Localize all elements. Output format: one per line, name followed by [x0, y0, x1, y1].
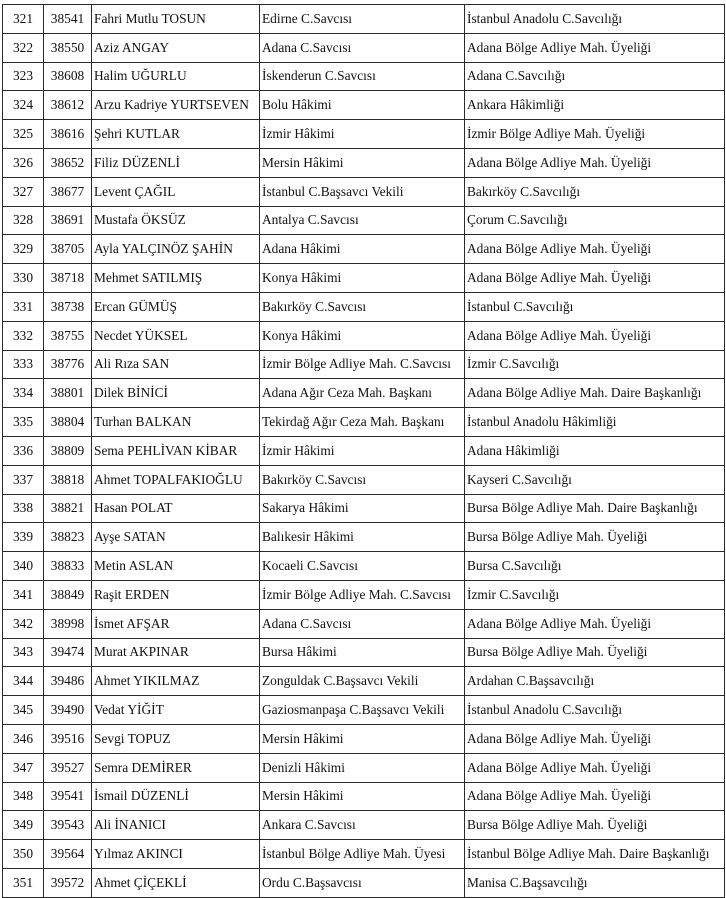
current-post-cell: İzmir Bölge Adliye Mah. C.Savcısı — [260, 580, 465, 609]
new-post-cell: Bursa Bölge Adliye Mah. Üyeliği — [465, 523, 725, 552]
row-number-cell: 343 — [3, 638, 44, 667]
current-post-cell: Gaziosmanpaşa C.Başsavcı Vekili — [260, 696, 465, 725]
table-row — [3, 91, 725, 120]
person-name-cell: Mustafa ÖKSÜZ — [92, 206, 260, 235]
current-post-cell: Kocaeli C.Savcısı — [260, 552, 465, 581]
table-row — [3, 350, 725, 379]
table-row — [3, 62, 725, 91]
current-post-cell: Sakarya Hâkimi — [260, 494, 465, 523]
person-name-cell: Ali İNANICI — [92, 811, 260, 840]
person-name-cell: Levent ÇAĞIL — [92, 177, 260, 206]
new-post-cell: Adana Bölge Adliye Mah. Üyeliği — [465, 609, 725, 638]
table-row — [3, 292, 725, 321]
person-name-cell: Vedat YİĞİT — [92, 696, 260, 725]
row-number-cell: 338 — [3, 494, 44, 523]
current-post-cell: İzmir Bölge Adliye Mah. C.Savcısı — [260, 350, 465, 379]
person-name-cell: Murat AKPINAR — [92, 638, 260, 667]
registry-number-cell: 39572 — [44, 868, 92, 897]
row-number-cell: 328 — [3, 206, 44, 235]
current-post-cell: Zonguldak C.Başsavcı Vekili — [260, 667, 465, 696]
table-row — [3, 811, 725, 840]
person-name-cell: Halim UĞURLU — [92, 62, 260, 91]
new-post-cell: Çorum C.Savcılığı — [465, 206, 725, 235]
registry-number-cell: 38550 — [44, 33, 92, 62]
table-row — [3, 638, 725, 667]
person-name-cell: Şehri KUTLAR — [92, 120, 260, 149]
registry-number-cell: 39541 — [44, 782, 92, 811]
row-number-cell: 347 — [3, 753, 44, 782]
registry-number-cell: 38612 — [44, 91, 92, 120]
new-post-cell: İzmir C.Savcılığı — [465, 350, 725, 379]
new-post-cell: Adana Bölge Adliye Mah. Üyeliği — [465, 264, 725, 293]
registry-number-cell: 38833 — [44, 552, 92, 581]
row-number-cell: 321 — [3, 5, 44, 34]
new-post-cell: Manisa C.Başsavcılığı — [465, 868, 725, 897]
new-post-cell: Bursa Bölge Adliye Mah. Daire Başkanlığı — [465, 494, 725, 523]
new-post-cell: Adana Bölge Adliye Mah. Üyeliği — [465, 321, 725, 350]
row-number-cell: 323 — [3, 62, 44, 91]
person-name-cell: Semra DEMİRER — [92, 753, 260, 782]
person-name-cell: Ahmet ÇİÇEKLİ — [92, 868, 260, 897]
row-number-cell: 345 — [3, 696, 44, 725]
table-row — [3, 782, 725, 811]
row-number-cell: 330 — [3, 264, 44, 293]
current-post-cell: Bursa Hâkimi — [260, 638, 465, 667]
registry-number-cell: 38691 — [44, 206, 92, 235]
row-number-cell: 325 — [3, 120, 44, 149]
new-post-cell: İzmir Bölge Adliye Mah. Üyeliği — [465, 120, 725, 149]
person-name-cell: Necdet YÜKSEL — [92, 321, 260, 350]
new-post-cell: Adana Hâkimliği — [465, 436, 725, 465]
registry-number-cell: 38755 — [44, 321, 92, 350]
row-number-cell: 331 — [3, 292, 44, 321]
registry-number-cell: 38776 — [44, 350, 92, 379]
current-post-cell: Mersin Hâkimi — [260, 782, 465, 811]
registry-number-cell: 39486 — [44, 667, 92, 696]
row-number-cell: 337 — [3, 465, 44, 494]
current-post-cell: Konya Hâkimi — [260, 264, 465, 293]
current-post-cell: İstanbul Bölge Adliye Mah. Üyesi — [260, 840, 465, 869]
current-post-cell: Denizli Hâkimi — [260, 753, 465, 782]
person-name-cell: Ahmet TOPALFAKIOĞLU — [92, 465, 260, 494]
new-post-cell: Kayseri C.Savcılığı — [465, 465, 725, 494]
table-row — [3, 148, 725, 177]
row-number-cell: 349 — [3, 811, 44, 840]
current-post-cell: Adana Ağır Ceza Mah. Başkanı — [260, 379, 465, 408]
new-post-cell: Adana Bölge Adliye Mah. Üyeliği — [465, 782, 725, 811]
registry-number-cell: 38821 — [44, 494, 92, 523]
new-post-cell: İstanbul Anadolu C.Savcılığı — [465, 5, 725, 34]
person-name-cell: Ahmet YIKILMAZ — [92, 667, 260, 696]
registry-number-cell: 38652 — [44, 148, 92, 177]
row-number-cell: 333 — [3, 350, 44, 379]
row-number-cell: 324 — [3, 91, 44, 120]
row-number-cell: 326 — [3, 148, 44, 177]
table-row — [3, 580, 725, 609]
registry-number-cell: 38705 — [44, 235, 92, 264]
row-number-cell: 336 — [3, 436, 44, 465]
person-name-cell: Ayla YALÇINÖZ ŞAHİN — [92, 235, 260, 264]
new-post-cell: Bursa Bölge Adliye Mah. Üyeliği — [465, 811, 725, 840]
registry-number-cell: 38998 — [44, 609, 92, 638]
current-post-cell: Konya Hâkimi — [260, 321, 465, 350]
current-post-cell: İskenderun C.Savcısı — [260, 62, 465, 91]
current-post-cell: Balıkesir Hâkimi — [260, 523, 465, 552]
table-row — [3, 5, 725, 34]
current-post-cell: Adana Hâkimi — [260, 235, 465, 264]
person-name-cell: Mehmet SATILMIŞ — [92, 264, 260, 293]
new-post-cell: Adana Bölge Adliye Mah. Üyeliği — [465, 148, 725, 177]
appointments-table — [2, 4, 725, 898]
row-number-cell: 339 — [3, 523, 44, 552]
current-post-cell: Adana C.Savcısı — [260, 33, 465, 62]
table-row — [3, 667, 725, 696]
person-name-cell: Ayşe SATAN — [92, 523, 260, 552]
row-number-cell: 350 — [3, 840, 44, 869]
new-post-cell: İstanbul C.Savcılığı — [465, 292, 725, 321]
new-post-cell: Adana Bölge Adliye Mah. Üyeliği — [465, 235, 725, 264]
current-post-cell: Ordu C.Başsavcısı — [260, 868, 465, 897]
table-row — [3, 120, 725, 149]
row-number-cell: 329 — [3, 235, 44, 264]
table-row — [3, 206, 725, 235]
current-post-cell: İzmir Hâkimi — [260, 436, 465, 465]
registry-number-cell: 38849 — [44, 580, 92, 609]
row-number-cell: 344 — [3, 667, 44, 696]
row-number-cell: 335 — [3, 408, 44, 437]
table-row — [3, 264, 725, 293]
registry-number-cell: 38616 — [44, 120, 92, 149]
row-number-cell: 341 — [3, 580, 44, 609]
table-row — [3, 523, 725, 552]
registry-number-cell: 38677 — [44, 177, 92, 206]
person-name-cell: Ercan GÜMÜŞ — [92, 292, 260, 321]
new-post-cell: Adana Bölge Adliye Mah. Üyeliği — [465, 724, 725, 753]
registry-number-cell: 39516 — [44, 724, 92, 753]
person-name-cell: Filiz DÜZENLİ — [92, 148, 260, 177]
row-number-cell: 348 — [3, 782, 44, 811]
row-number-cell: 346 — [3, 724, 44, 753]
current-post-cell: İstanbul C.Başsavcı Vekili — [260, 177, 465, 206]
new-post-cell: Bakırköy C.Savcılığı — [465, 177, 725, 206]
person-name-cell: Turhan BALKAN — [92, 408, 260, 437]
person-name-cell: İsmail DÜZENLİ — [92, 782, 260, 811]
table-row — [3, 609, 725, 638]
row-number-cell: 351 — [3, 868, 44, 897]
registry-number-cell: 38738 — [44, 292, 92, 321]
new-post-cell: Adana C.Savcılığı — [465, 62, 725, 91]
registry-number-cell: 39543 — [44, 811, 92, 840]
person-name-cell: Raşit ERDEN — [92, 580, 260, 609]
new-post-cell: Ardahan C.Başsavcılığı — [465, 667, 725, 696]
table-row — [3, 33, 725, 62]
registry-number-cell: 38801 — [44, 379, 92, 408]
table-row — [3, 465, 725, 494]
new-post-cell: İstanbul Anadolu Hâkimliği — [465, 408, 725, 437]
person-name-cell: Sevgi TOPUZ — [92, 724, 260, 753]
table-row — [3, 552, 725, 581]
person-name-cell: Fahri Mutlu TOSUN — [92, 5, 260, 34]
person-name-cell: Yılmaz AKINCI — [92, 840, 260, 869]
row-number-cell: 334 — [3, 379, 44, 408]
person-name-cell: Aziz ANGAY — [92, 33, 260, 62]
person-name-cell: Sema PEHLİVAN KİBAR — [92, 436, 260, 465]
appointments-table-body — [3, 5, 725, 898]
person-name-cell: Arzu Kadriye YURTSEVEN — [92, 91, 260, 120]
row-number-cell: 332 — [3, 321, 44, 350]
registry-number-cell: 39474 — [44, 638, 92, 667]
new-post-cell: İstanbul Bölge Adliye Mah. Daire Başkanlığı — [465, 840, 725, 869]
new-post-cell: Bursa C.Savcılığı — [465, 552, 725, 581]
row-number-cell: 340 — [3, 552, 44, 581]
table-row — [3, 868, 725, 897]
registry-number-cell: 39564 — [44, 840, 92, 869]
new-post-cell: Adana Bölge Adliye Mah. Üyeliği — [465, 753, 725, 782]
current-post-cell: Bolu Hâkimi — [260, 91, 465, 120]
current-post-cell: Edirne C.Savcısı — [260, 5, 465, 34]
row-number-cell: 327 — [3, 177, 44, 206]
registry-number-cell: 38809 — [44, 436, 92, 465]
current-post-cell: Mersin Hâkimi — [260, 148, 465, 177]
registry-number-cell: 39527 — [44, 753, 92, 782]
new-post-cell: Adana Bölge Adliye Mah. Daire Başkanlığı — [465, 379, 725, 408]
current-post-cell: Tekirdağ Ağır Ceza Mah. Başkanı — [260, 408, 465, 437]
table-row — [3, 379, 725, 408]
person-name-cell: Dilek BİNİCİ — [92, 379, 260, 408]
current-post-cell: Bakırköy C.Savcısı — [260, 465, 465, 494]
table-row — [3, 696, 725, 725]
new-post-cell: İstanbul Anadolu C.Savcılığı — [465, 696, 725, 725]
person-name-cell: İsmet AFŞAR — [92, 609, 260, 638]
new-post-cell: Ankara Hâkimliği — [465, 91, 725, 120]
registry-number-cell: 38718 — [44, 264, 92, 293]
table-row — [3, 321, 725, 350]
registry-number-cell: 39490 — [44, 696, 92, 725]
new-post-cell: İzmir C.Savcılığı — [465, 580, 725, 609]
new-post-cell: Adana Bölge Adliye Mah. Üyeliği — [465, 33, 725, 62]
registry-number-cell: 38818 — [44, 465, 92, 494]
table-row — [3, 235, 725, 264]
current-post-cell: Bakırköy C.Savcısı — [260, 292, 465, 321]
current-post-cell: Antalya C.Savcısı — [260, 206, 465, 235]
table-row — [3, 724, 725, 753]
registry-number-cell: 38608 — [44, 62, 92, 91]
current-post-cell: Adana C.Savcısı — [260, 609, 465, 638]
current-post-cell: İzmir Hâkimi — [260, 120, 465, 149]
person-name-cell: Metin ASLAN — [92, 552, 260, 581]
table-row — [3, 436, 725, 465]
row-number-cell: 322 — [3, 33, 44, 62]
table-row — [3, 840, 725, 869]
person-name-cell: Ali Rıza SAN — [92, 350, 260, 379]
row-number-cell: 342 — [3, 609, 44, 638]
new-post-cell: Bursa Bölge Adliye Mah. Üyeliği — [465, 638, 725, 667]
registry-number-cell: 38823 — [44, 523, 92, 552]
current-post-cell: Ankara C.Savcısı — [260, 811, 465, 840]
table-row — [3, 177, 725, 206]
registry-number-cell: 38804 — [44, 408, 92, 437]
table-row — [3, 494, 725, 523]
table-row — [3, 753, 725, 782]
current-post-cell: Mersin Hâkimi — [260, 724, 465, 753]
registry-number-cell: 38541 — [44, 5, 92, 34]
person-name-cell: Hasan POLAT — [92, 494, 260, 523]
table-row — [3, 408, 725, 437]
